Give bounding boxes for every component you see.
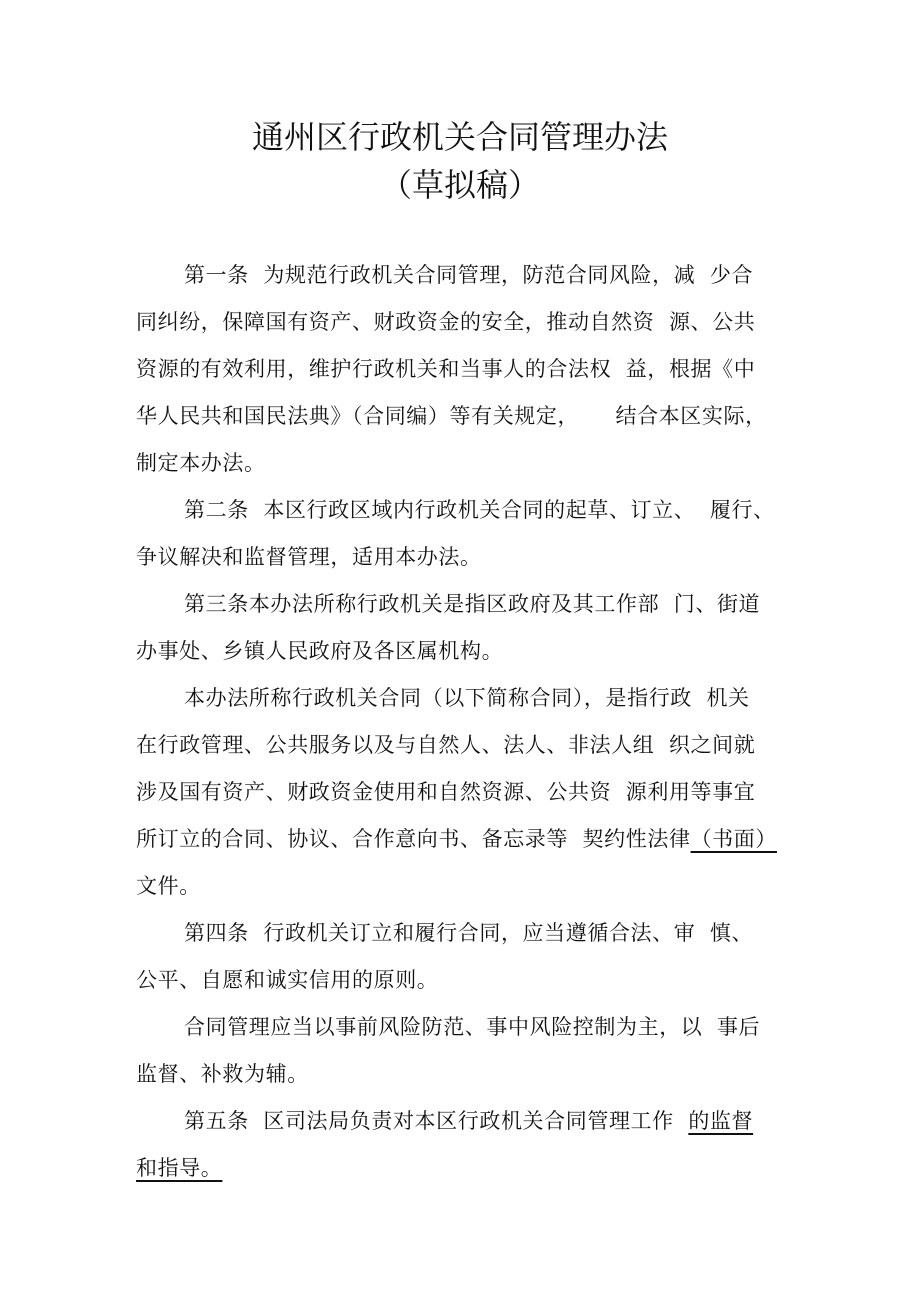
article-1-line-2: 同纠纷，保障国有资产、财政资金的安全，推动自然资 源、公共 bbox=[136, 310, 756, 334]
definition-line-4 bbox=[136, 824, 816, 854]
article-3-line-2: 办事处、乡镇人民政府及各区属机构。 bbox=[136, 639, 504, 663]
definition-line-3: 涉及国有资产、财政资金使用和自然资源、公共资 源利用等事宜 bbox=[136, 780, 756, 804]
article-1-line-3: 资源的有效利用，维护行政机关和当事人的合法权 益，根据《中 bbox=[136, 357, 756, 381]
article-1-line-5: 制定本办法。 bbox=[136, 451, 266, 475]
article-4-line-1: 第四条 行政机关订立和履行合同，应当遵循合法、审 慎、 bbox=[184, 921, 754, 945]
inserted-text-written-form: （书面） bbox=[690, 827, 777, 851]
article-5-line-2 bbox=[136, 1153, 816, 1183]
inserted-text-guidance: 和指导。 bbox=[136, 1156, 223, 1180]
inserted-text-supervision: 的监督 bbox=[688, 1109, 754, 1133]
definition-line-2: 在行政管理、公共服务以及与自然人、法人、非法人组 织之间就 bbox=[136, 733, 756, 757]
risk-line-2: 监督、补救为辅。 bbox=[136, 1062, 309, 1086]
document-subtitle: （草拟稿） bbox=[379, 166, 540, 204]
definition-line-4-text: 所订立的合同、协议、合作意向书、备忘录等 契约性法律 bbox=[136, 827, 691, 851]
article-1-line-4: 华人民共和国民法典》（合同编）等有关规定， 结合本区实际， bbox=[136, 404, 767, 428]
article-5-line-1 bbox=[184, 1106, 864, 1136]
risk-line-1: 合同管理应当以事前风险防范、事中风险控制为主，以 事后 bbox=[184, 1015, 761, 1039]
definition-line-5: 文件。 bbox=[136, 874, 201, 898]
article-3-line-1: 第三条本办法所称行政机关是指区政府及其工作部 门、街道 bbox=[184, 592, 761, 616]
document-title: 通州区行政机关合同管理办法 bbox=[251, 118, 668, 156]
article-5-line-1-text: 第五条 区司法局负责对本区行政机关合同管理工作 bbox=[184, 1109, 689, 1133]
article-2-line-2: 争议解决和监督管理，适用本办法。 bbox=[136, 545, 482, 569]
article-2-line-1: 第二条 本区行政区域内行政机关合同的起草、订立、 履行、 bbox=[184, 498, 775, 522]
article-4-line-2: 公平、自愿和诚实信用的原则。 bbox=[136, 968, 439, 992]
definition-line-1: 本办法所称行政机关合同（以下简称合同），是指行政 机关 bbox=[184, 686, 750, 710]
article-1-line-1: 第一条 为规范行政机关合同管理，防范合同风险，减 少合 bbox=[184, 263, 754, 287]
